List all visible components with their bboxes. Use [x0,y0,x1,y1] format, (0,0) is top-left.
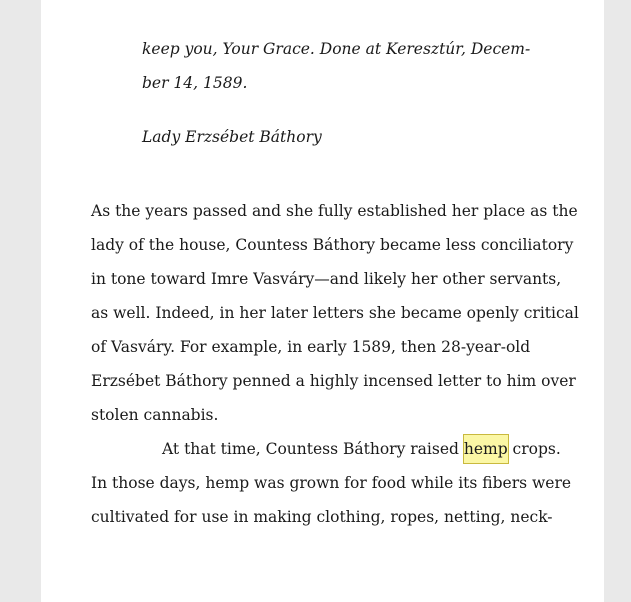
paragraph-line: in tone toward Imre Vasváry—and likely her other servants, [91,270,562,288]
paragraph-line: As the years passed and she fully established her place as the [91,202,578,220]
quote-signature: Lady Erzsébet Báthory [142,128,322,146]
search-highlight[interactable]: hemp [464,435,508,463]
paragraph-line: as well. Indeed, in her later letters she became openly critical [91,304,579,322]
paragraph-first-line [162,439,561,459]
quote-line-1: keep you, Your Grace. Done at Keresztúr, Decem- [142,40,531,58]
quote-line-2: ber 14, 1589. [142,74,248,92]
paragraph-line: lady of the house, Countess Báthory became less conciliatory [91,236,574,254]
paragraph-line: In those days, hemp was grown for food while its fibers were [91,474,572,492]
paragraph-line: of Vasváry. For example, in early 1589, then 28-year-old [91,338,531,356]
paragraph-text: crops. [507,440,561,458]
paragraph-line: cultivated for use in making clothing, ropes, netting, neck- [91,508,553,526]
paragraph-line: Erzsébet Báthory penned a highly incensed letter to him over [91,372,576,390]
paragraph-text: At that time, Countess Báthory raised [162,440,464,458]
paragraph-line: stolen cannabis. [91,406,219,424]
